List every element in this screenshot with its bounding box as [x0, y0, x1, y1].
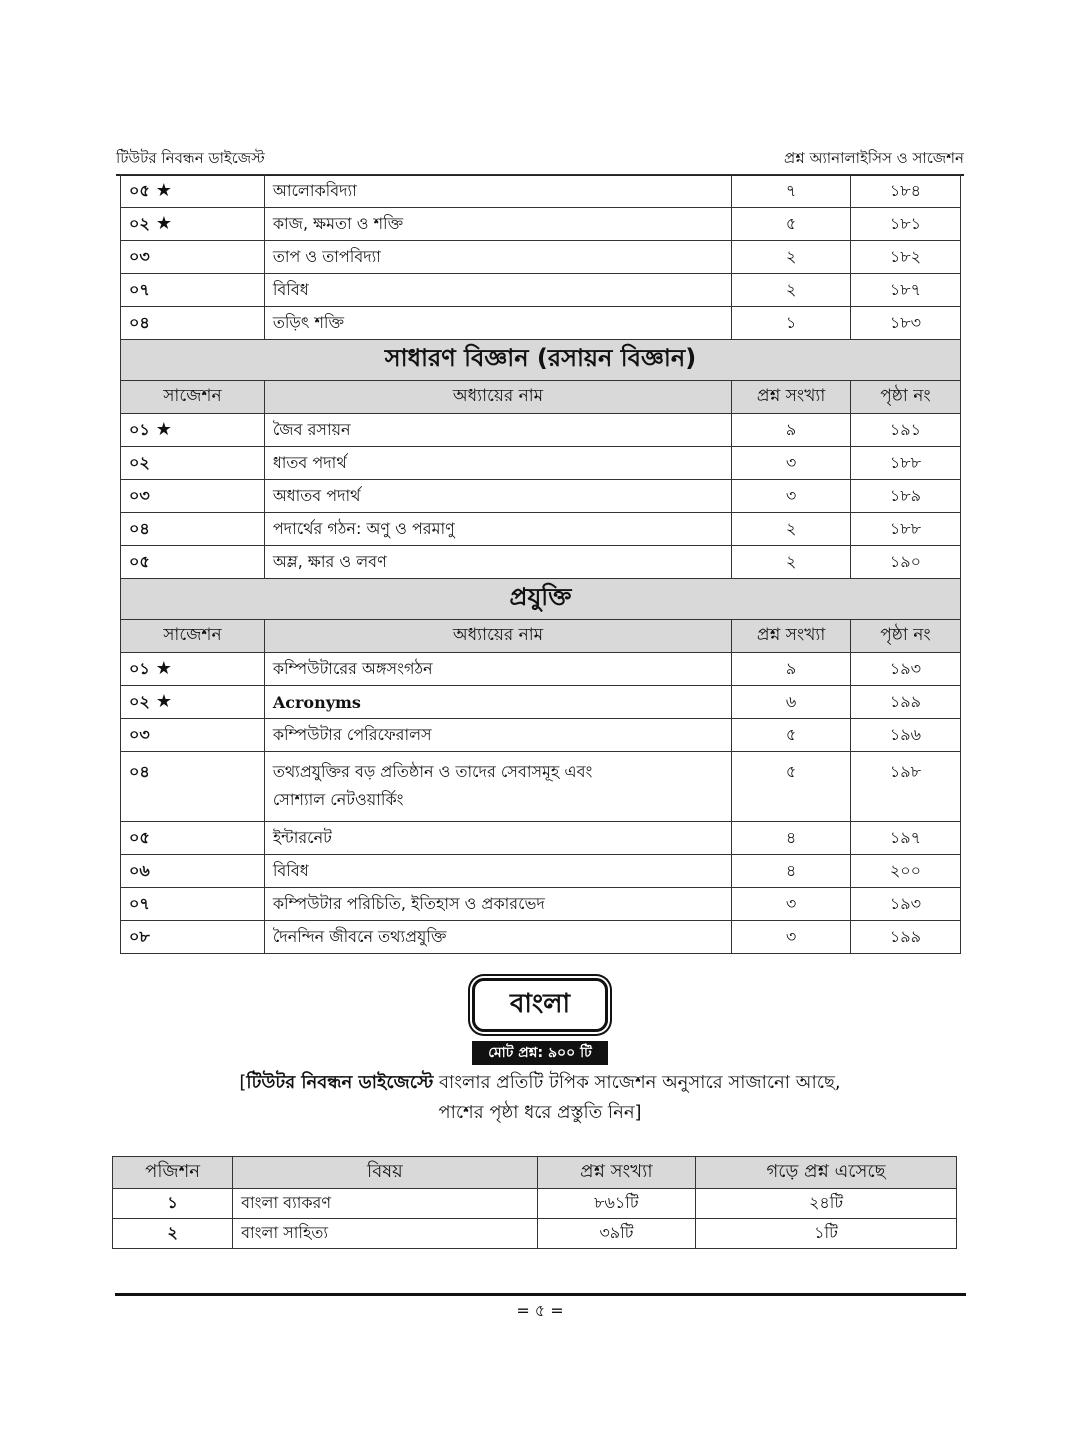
column-header-chapter: অধ্যায়ের নাম — [264, 620, 731, 653]
page-number: ১৮১ — [850, 208, 960, 241]
section-title-technology: প্রযুক্তি — [121, 579, 961, 620]
page-footer-number: = ৫ = — [516, 1301, 564, 1320]
chapter-name: আলোকবিদ্যা — [264, 175, 731, 208]
suggestion-number: ০১ — [129, 658, 150, 678]
table-row — [121, 752, 961, 822]
chapter-name: তাপ ও তাপবিদ্যা — [264, 241, 731, 274]
subject-name: বাংলা সাহিত্য — [233, 1219, 538, 1249]
suggestion-number: ০১ — [129, 419, 150, 439]
page-number: ১৯৯ — [850, 686, 960, 719]
chapter-name: ধাতব পদার্থ — [264, 447, 731, 480]
column-header-count: প্রশ্ন সংখ্যা — [732, 620, 851, 653]
chapter-name: পদার্থের গঠন: অণু ও পরমাণু — [264, 513, 731, 546]
header-book-title: টিউটর নিবন্ধন ডাইজেস্ট — [116, 149, 265, 167]
suggestion-number: ০২ — [129, 691, 150, 711]
suggestion-number: ০৭ — [121, 888, 265, 921]
suggestion-number: ০৮ — [121, 921, 265, 954]
table-row — [121, 175, 961, 208]
chapter-name: ইন্টারনেট — [264, 822, 731, 855]
table-row — [121, 719, 961, 752]
suggestion-number: ০৪ — [121, 513, 265, 546]
chapter-name: দৈনন্দিন জীবনে তথ্যপ্রযুক্তি — [264, 921, 731, 954]
column-header-row — [121, 381, 961, 414]
page-number: ১৯০ — [850, 546, 960, 579]
suggestion-number: ০৫ — [121, 822, 265, 855]
page-number: ১৮৮ — [850, 447, 960, 480]
table-row — [121, 241, 961, 274]
question-count: ৮৬১টি — [537, 1189, 695, 1219]
suggestion-number: ০২ — [129, 213, 150, 233]
book-title-bold: টিউটর নিবন্ধন ডাইজেস্টে — [246, 1072, 434, 1093]
position: ১ — [113, 1189, 233, 1219]
suggestion-table — [120, 174, 961, 954]
page-number: ১৯৯ — [850, 921, 960, 954]
table-row — [121, 274, 961, 307]
table-row — [121, 208, 961, 241]
chapter-name: কম্পিউটার পরিচিতি, ইতিহাস ও প্রকারভেদ — [264, 888, 731, 921]
chapter-name: কাজ, ক্ষমতা ও শক্তি — [264, 208, 731, 241]
question-count: ১ — [732, 307, 851, 340]
bangla-note-line-2: পাশের পৃষ্ঠা ধরে প্রস্তুতি নিন] — [438, 1102, 642, 1123]
question-count: ২ — [732, 513, 851, 546]
table-row — [121, 447, 961, 480]
page-number: ১৯১ — [850, 414, 960, 447]
question-count: ৬ — [732, 686, 851, 719]
footer-rule — [115, 1293, 966, 1296]
table-row — [121, 855, 961, 888]
column-header-position: পজিশন — [113, 1157, 233, 1189]
bangla-note — [150, 1068, 930, 1128]
table-row — [121, 822, 961, 855]
page-number: ১৯৮ — [850, 752, 960, 822]
table-row — [121, 921, 961, 954]
page-number: ২০০ — [850, 855, 960, 888]
table-row — [121, 480, 961, 513]
question-count: ৩ — [732, 888, 851, 921]
bangla-note-line-1 — [150, 1068, 930, 1098]
question-count: ৯ — [732, 414, 851, 447]
section-heading-row — [121, 340, 961, 381]
note-text: বাংলার প্রতিটি টপিক সাজেশন অনুসারে সাজানো আছে, — [433, 1072, 841, 1093]
star-icon: ★ — [155, 690, 172, 712]
suggestion-number: ০৬ — [121, 855, 265, 888]
table-row — [113, 1219, 957, 1249]
column-header-page: পৃষ্ঠা নং — [850, 381, 960, 414]
page-number: ১৯৩ — [850, 653, 960, 686]
suggestion-number: ০৩ — [121, 480, 265, 513]
page-number: ১৮৮ — [850, 513, 960, 546]
chapter-name: তড়িৎ শক্তি — [264, 307, 731, 340]
column-header-row — [121, 620, 961, 653]
suggestion-number: ০২ — [121, 447, 265, 480]
suggestion-number: ০৪ — [121, 752, 265, 822]
star-icon: ★ — [155, 179, 172, 201]
question-count: ৪ — [732, 855, 851, 888]
total-questions-badge: মোট প্রশ্ন: ৯০০ টি — [472, 1041, 608, 1065]
table-row — [113, 1189, 957, 1219]
column-header-average: গড়ে প্রশ্ন এসেছে — [696, 1157, 957, 1189]
chapter-name: অম্ল, ক্ষার ও লবণ — [264, 546, 731, 579]
suggestion-number: ০৫ — [129, 180, 150, 200]
question-count: ৫ — [732, 752, 851, 822]
suggestion-number: ০৪ — [121, 307, 265, 340]
suggestion-number: ০৩ — [121, 719, 265, 752]
bangla-section-title: বাংলা — [472, 978, 608, 1032]
star-icon: ★ — [155, 657, 172, 679]
chapter-name: কম্পিউটারের অঙ্গসংগঠন — [264, 653, 731, 686]
chapter-name: Acronyms — [264, 686, 731, 719]
question-count: ৯ — [732, 653, 851, 686]
star-icon: ★ — [155, 418, 172, 440]
table-row — [121, 888, 961, 921]
chapter-name: জৈব রসায়ন — [264, 414, 731, 447]
average-questions: ২৪টি — [696, 1189, 957, 1219]
page-number: ১৯৬ — [850, 719, 960, 752]
page-number: ১৯৭ — [850, 822, 960, 855]
chapter-name — [264, 752, 731, 822]
table-row — [121, 307, 961, 340]
question-count: ৭ — [732, 175, 851, 208]
question-count: ২ — [732, 241, 851, 274]
table-row — [121, 653, 961, 686]
column-header-count: প্রশ্ন সংখ্যা — [537, 1157, 695, 1189]
page-number: ১৮২ — [850, 241, 960, 274]
average-questions: ১টি — [696, 1219, 957, 1249]
page-number: ১৮৭ — [850, 274, 960, 307]
question-count: ৩ — [732, 447, 851, 480]
section-title-chemistry: সাধারণ বিজ্ঞান (রসায়ন বিজ্ঞান) — [121, 340, 961, 381]
page-number: ১৮৯ — [850, 480, 960, 513]
chapter-name: অধাতব পদার্থ — [264, 480, 731, 513]
page-number: ১৮৩ — [850, 307, 960, 340]
column-header-subject: বিষয় — [233, 1157, 538, 1189]
bracket-open: [ — [239, 1072, 247, 1093]
star-icon: ★ — [155, 212, 172, 234]
question-count: ৩৯টি — [537, 1219, 695, 1249]
column-header-count: প্রশ্ন সংখ্যা — [732, 381, 851, 414]
subject-name: বাংলা ব্যাকরণ — [233, 1189, 538, 1219]
page-number: ১৮৪ — [850, 175, 960, 208]
question-count: ২ — [732, 546, 851, 579]
table-row — [121, 414, 961, 447]
table-row — [121, 686, 961, 719]
chapter-name-line-2: সোশ্যাল নেটওয়ার্কিং — [272, 790, 404, 809]
question-count: ৫ — [732, 719, 851, 752]
column-header-suggestion: সাজেশন — [121, 620, 265, 653]
running-header — [116, 146, 964, 176]
header-section-title: প্রশ্ন অ্যানালাইসিস ও সাজেশন — [784, 149, 964, 167]
chapter-name: বিবিধ — [264, 855, 731, 888]
position: ২ — [113, 1219, 233, 1249]
table-row — [121, 513, 961, 546]
suggestion-number: ০৩ — [121, 241, 265, 274]
question-count: ৩ — [732, 480, 851, 513]
question-count: ৩ — [732, 921, 851, 954]
chapter-name: কম্পিউটার পেরিফেরালস — [264, 719, 731, 752]
column-header-suggestion: সাজেশন — [121, 381, 265, 414]
column-header-page: পৃষ্ঠা নং — [850, 620, 960, 653]
chapter-name-line-1: তথ্যপ্রযুক্তির বড় প্রতিষ্ঠান ও তাদের সেবাসমূহ এবং — [272, 762, 593, 781]
question-count: ২ — [732, 274, 851, 307]
table-row — [121, 546, 961, 579]
question-count: ৫ — [732, 208, 851, 241]
suggestion-number: ০৭ — [121, 274, 265, 307]
suggestion-number: ০৫ — [121, 546, 265, 579]
bangla-subject-table — [112, 1156, 957, 1249]
column-header-chapter: অধ্যায়ের নাম — [264, 381, 731, 414]
chapter-name: বিবিধ — [264, 274, 731, 307]
column-header-row — [113, 1157, 957, 1189]
question-count: ৪ — [732, 822, 851, 855]
page-number: ১৯৩ — [850, 888, 960, 921]
section-heading-row — [121, 579, 961, 620]
